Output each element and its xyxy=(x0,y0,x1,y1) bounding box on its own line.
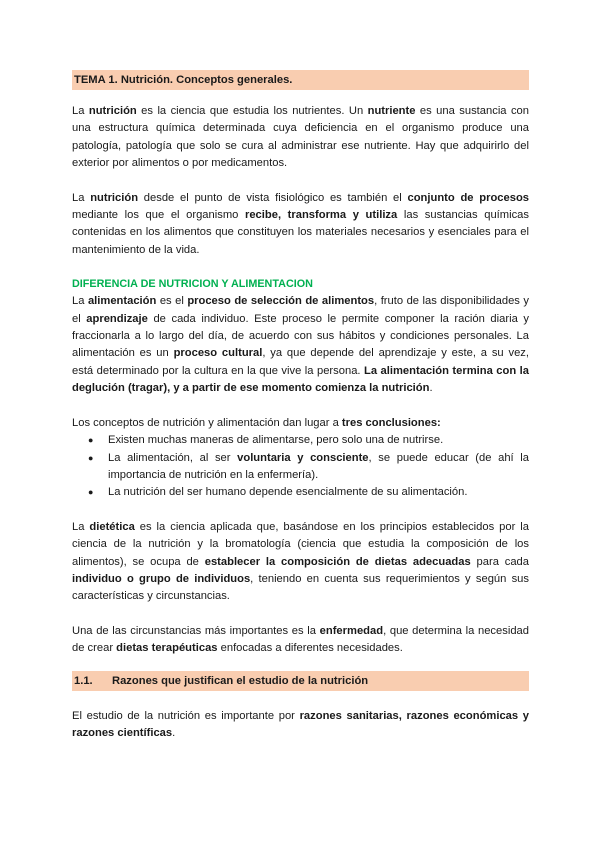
topic-title xyxy=(72,70,529,90)
green-subheading: DIFERENCIA DE NUTRICION Y ALIMENTACION xyxy=(72,278,313,291)
paragraph-alimentation: La alimentación es el proceso de selección de alimentos, fruto de las disponibilidades y el aprendizaje de cada individuo. Este proceso le permite componer la ración diaria y fraccionarla a lo largo del día, de acuerdo con sus hábitos y condiciones personales. La alimentación es un proceso cultural, ya que depende del aprendizaje y este, a su vez, está determinado por la cultura en la que vive la persona. La alimentación termina con la deglución (tragar), y a partir de ese momento comienza la nutrición. xyxy=(72,295,529,395)
bullet-icon: ● xyxy=(88,435,94,446)
paragraph-reasons: El estudio de la nutrición es importante por razones sanitarias, razones económicas y razones científicas. xyxy=(72,709,530,739)
topic-title-text: TEMA 1. Nutrición. Conceptos generales. xyxy=(74,74,293,86)
bullet-icon: ● xyxy=(88,487,94,498)
list-item: ● La nutrición del ser humano depende esencialmente de su alimentación. xyxy=(72,484,529,501)
paragraph-dietetics: La dietética es la ciencia aplicada que, basándose en los principios establecidos por la ciencia de la nutrición y la bromatología (ciencia que estudia la composición de los alimentos), se ocupa de establecer la composición de dietas adecuadas para cada individuo o grupo de individuos, teniendo en cuenta sus requerimientos y según sus características y circunstancias. xyxy=(72,520,529,603)
section-heading xyxy=(72,671,529,691)
bullet-icon: ● xyxy=(88,452,94,463)
section-title: Razones que justifican el estudio de la nutrición xyxy=(112,674,369,687)
document-page xyxy=(72,70,529,742)
paragraph-conclusions-intro: Los conceptos de nutrición y alimentación dan lugar a tres conclusiones: xyxy=(72,416,441,429)
paragraph-physiological-view: La nutrición desde el punto de vista fisiológico es también el conjunto de procesos mediante los que el organismo recibe, transforma y utiliza las sustancias químicas contenidas en los alimentos que constituyen los materiales necesarios y esenciales para el mantenimiento de la vida. xyxy=(72,191,529,256)
conclusions-list xyxy=(72,432,529,502)
list-item: ● Existen muchas maneras de alimentarse, pero solo una de nutrirse. xyxy=(72,432,529,449)
paragraph-nutrition-definition: La nutrición es la ciencia que estudia los nutrientes. Un nutriente es una sustancia con una estructura química determinada cuya deficiencia en el organismo produce una patología, patología que solo se cura al administrar ese nutriente. Hay que adquirirlo del exterior por alimentos o por medicamentos. xyxy=(72,105,529,170)
paragraph-disease: Una de las circunstancias más importantes es la enfermedad, que determina la necesidad de crear dietas terapéuticas enfocadas a diferentes necesidades. xyxy=(72,624,529,655)
list-item: ● La alimentación, al ser voluntaria y consciente, se puede educar (de ahí la importancia de nutrición en la enfermería). xyxy=(88,451,529,481)
section-number: 1.1. xyxy=(74,674,93,687)
